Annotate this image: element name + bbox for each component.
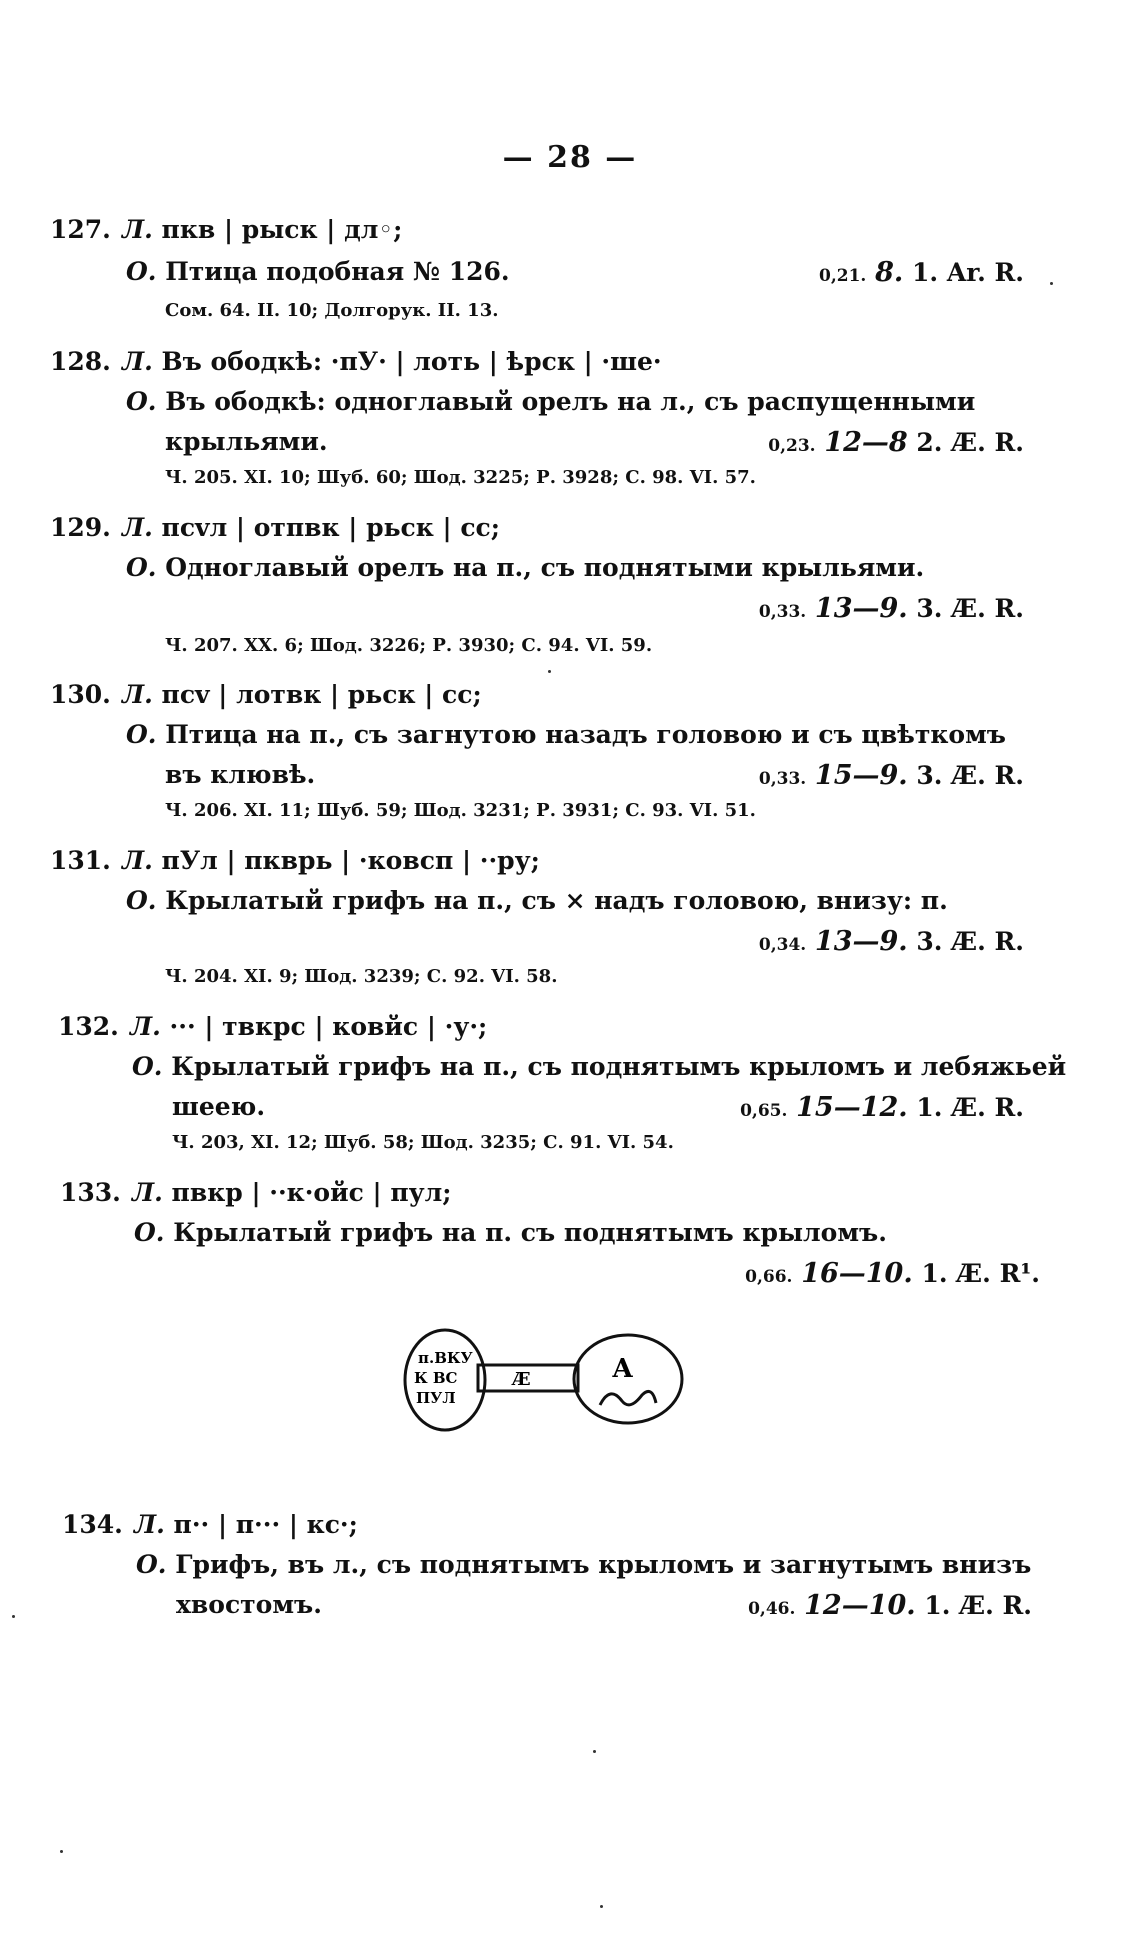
dimensions: 12—8 <box>824 427 908 458</box>
scan-speck <box>548 670 551 673</box>
metal: Ar. <box>946 258 986 287</box>
dimensions: 12—10. <box>804 1590 916 1621</box>
rarity: R. <box>994 594 1024 623</box>
coin-obverse-legend-line: ПУЛ <box>416 1389 456 1407</box>
reverse-description-cont: хвостомъ. <box>176 1590 322 1619</box>
weight: 0,23. <box>768 436 816 456</box>
scan-speck <box>593 1750 596 1753</box>
count: 3. <box>916 761 943 790</box>
count: 1. <box>911 258 939 287</box>
rarity: R¹. <box>999 1259 1040 1288</box>
obverse-legend: Въ ободкѣ: ·пУ· | лоть | ѣрск | ·ше· <box>161 347 662 376</box>
rarity: R. <box>994 428 1024 457</box>
reverse-description: Крылатый грифъ на п., съ × надъ головою, внизу: п. <box>165 886 948 915</box>
metal: Æ. <box>951 594 986 623</box>
entry-number: 129. <box>50 513 111 542</box>
obverse-legend: ··· | твкрс | ковйс | ·у·; <box>169 1012 488 1041</box>
count: 1. <box>916 1093 943 1122</box>
reverse-description: Грифъ, въ л., съ поднятымъ крыломъ и загнутымъ внизъ <box>175 1550 1032 1579</box>
entry-number: 132. <box>58 1012 119 1041</box>
entry-number: 128. <box>50 347 111 376</box>
rarity: R. <box>994 927 1024 956</box>
weight: 0,46. <box>748 1599 796 1619</box>
reverse-description: Въ ободкѣ: одноглавый орелъ на л., съ распущенными <box>165 387 976 416</box>
reverse-description: Птица подобная № 126. <box>165 257 510 286</box>
reverse-description: Крылатый грифъ на п. съ поднятымъ крыломъ. <box>173 1218 887 1247</box>
reverse-abbr: О. <box>126 257 157 286</box>
count: 3. <box>916 594 943 623</box>
scan-speck <box>1050 282 1053 285</box>
dimensions: 13—9. <box>814 926 908 957</box>
scan-speck <box>12 1615 15 1618</box>
scan-speck <box>60 1850 63 1853</box>
obverse-abbr: Л. <box>122 513 153 542</box>
weight: 0,21. <box>819 266 867 286</box>
dimensions: 15—9. <box>814 760 908 791</box>
coin-metadata <box>759 760 1024 791</box>
coin-obverse-legend-line: К ВС <box>414 1369 458 1387</box>
reverse-description-cont: въ клювѣ. <box>165 760 316 789</box>
metal: Æ. <box>951 1093 986 1122</box>
weight: 0,66. <box>745 1267 793 1287</box>
weight: 0,33. <box>758 769 807 789</box>
references: Ч. 205. XI. 10; Шуб. 60; Шод. 3225; Р. 3928; С. 98. VI. 57. <box>165 467 756 488</box>
reverse-abbr: О. <box>126 720 157 749</box>
reverse-abbr: О. <box>136 1550 167 1579</box>
reverse-description: Птица на п., съ загнутою назадъ головою и съ цвѣткомъ <box>165 720 1006 749</box>
reverse-abbr: О. <box>134 1218 165 1247</box>
metal: Æ. <box>959 1591 994 1620</box>
obverse-legend: пУл | пкврь | ·ковсп | ··ру; <box>161 846 540 875</box>
obverse-legend: псvл | отпвк | рьск | сс; <box>161 513 500 542</box>
weight: 0,33. <box>758 602 807 622</box>
entry-number: 130. <box>50 680 111 709</box>
obverse-legend: пкв | рыск | дл◦; <box>161 215 403 244</box>
dimensions: 16—10. <box>801 1258 913 1289</box>
coin-reverse-legend: А <box>612 1354 634 1384</box>
reverse-abbr: О. <box>132 1052 163 1081</box>
weight: 0,65. <box>740 1101 788 1121</box>
count: 1. <box>921 1259 948 1288</box>
entry-number: 127. <box>50 215 111 244</box>
count: 1. <box>924 1591 951 1620</box>
reverse-abbr: О. <box>126 553 157 582</box>
references: Ч. 204. XI. 9; Шод. 3239; С. 92. VI. 58. <box>165 966 558 987</box>
obverse-abbr: Л. <box>122 680 153 709</box>
rarity: R. <box>1002 1591 1032 1620</box>
obverse-abbr: Л. <box>132 1178 163 1207</box>
coin-metadata <box>819 257 1024 288</box>
coin-metadata <box>768 427 1024 458</box>
scan-speck <box>600 1905 603 1908</box>
reverse-description: Крылатый грифъ на п., съ поднятымъ крыломъ и лебяжьей <box>171 1052 1067 1081</box>
dimensions: 15—12. <box>796 1092 908 1123</box>
coin-metadata <box>759 926 1024 957</box>
obverse-abbr: Л. <box>134 1510 165 1539</box>
coin-illustration <box>400 1325 700 1445</box>
references: Ч. 203, XI. 12; Шуб. 58; Шод. 3235; С. 91. VI. 54. <box>172 1132 674 1153</box>
count: 3. <box>916 927 943 956</box>
griffin-sketch <box>600 1391 656 1405</box>
count: 2. <box>916 428 943 457</box>
reverse-description: Одноглавый орелъ на п., съ поднятыми крыльями. <box>165 553 925 582</box>
entry-number: 134. <box>62 1510 123 1539</box>
rarity: R. <box>994 258 1024 287</box>
reverse-abbr: О. <box>126 886 157 915</box>
coin-metal-label: Æ <box>512 1369 531 1390</box>
obverse-legend: пвкр | ··к·ойс | пул; <box>171 1178 452 1207</box>
coin-metadata <box>745 1258 1040 1289</box>
obverse-abbr: Л. <box>122 846 153 875</box>
page-number: — 28 — <box>502 140 638 175</box>
coin-metadata <box>759 593 1024 624</box>
obverse-abbr: Л. <box>130 1012 161 1041</box>
metal: Æ. <box>956 1259 991 1288</box>
references: Ч. 206. XI. 11; Шуб. 59; Шод. 3231; Р. 3931; С. 93. VI. 51. <box>165 800 756 821</box>
metal: Æ. <box>951 428 986 457</box>
obverse-legend: псv | лотвк | рьск | сс; <box>161 680 482 709</box>
coin-metadata <box>748 1590 1032 1621</box>
metal: Æ. <box>951 761 986 790</box>
entry-number: 131. <box>50 846 111 875</box>
coin-metadata <box>740 1092 1024 1123</box>
obverse-abbr: Л. <box>122 347 153 376</box>
dimensions: 8. <box>875 257 904 288</box>
reverse-description-cont: шеею. <box>172 1092 266 1121</box>
rarity: R. <box>994 761 1024 790</box>
entry-number: 133. <box>60 1178 121 1207</box>
coin-obverse-legend-line: п.ВКУ <box>418 1349 473 1367</box>
obverse-legend: п·· | п··· | кс·; <box>173 1510 358 1539</box>
references: Сом. 64. II. 10; Долгорук. II. 13. <box>165 300 499 321</box>
obverse-abbr: Л. <box>122 215 153 244</box>
weight: 0,34. <box>758 935 807 955</box>
references: Ч. 207. XX. 6; Шод. 3226; Р. 3930; С. 94. VI. 59. <box>165 635 653 656</box>
reverse-description-cont: крыльями. <box>165 427 328 456</box>
rarity: R. <box>994 1093 1024 1122</box>
metal: Æ. <box>951 927 986 956</box>
reverse-abbr: О. <box>126 387 157 416</box>
dimensions: 13—9. <box>814 593 908 624</box>
